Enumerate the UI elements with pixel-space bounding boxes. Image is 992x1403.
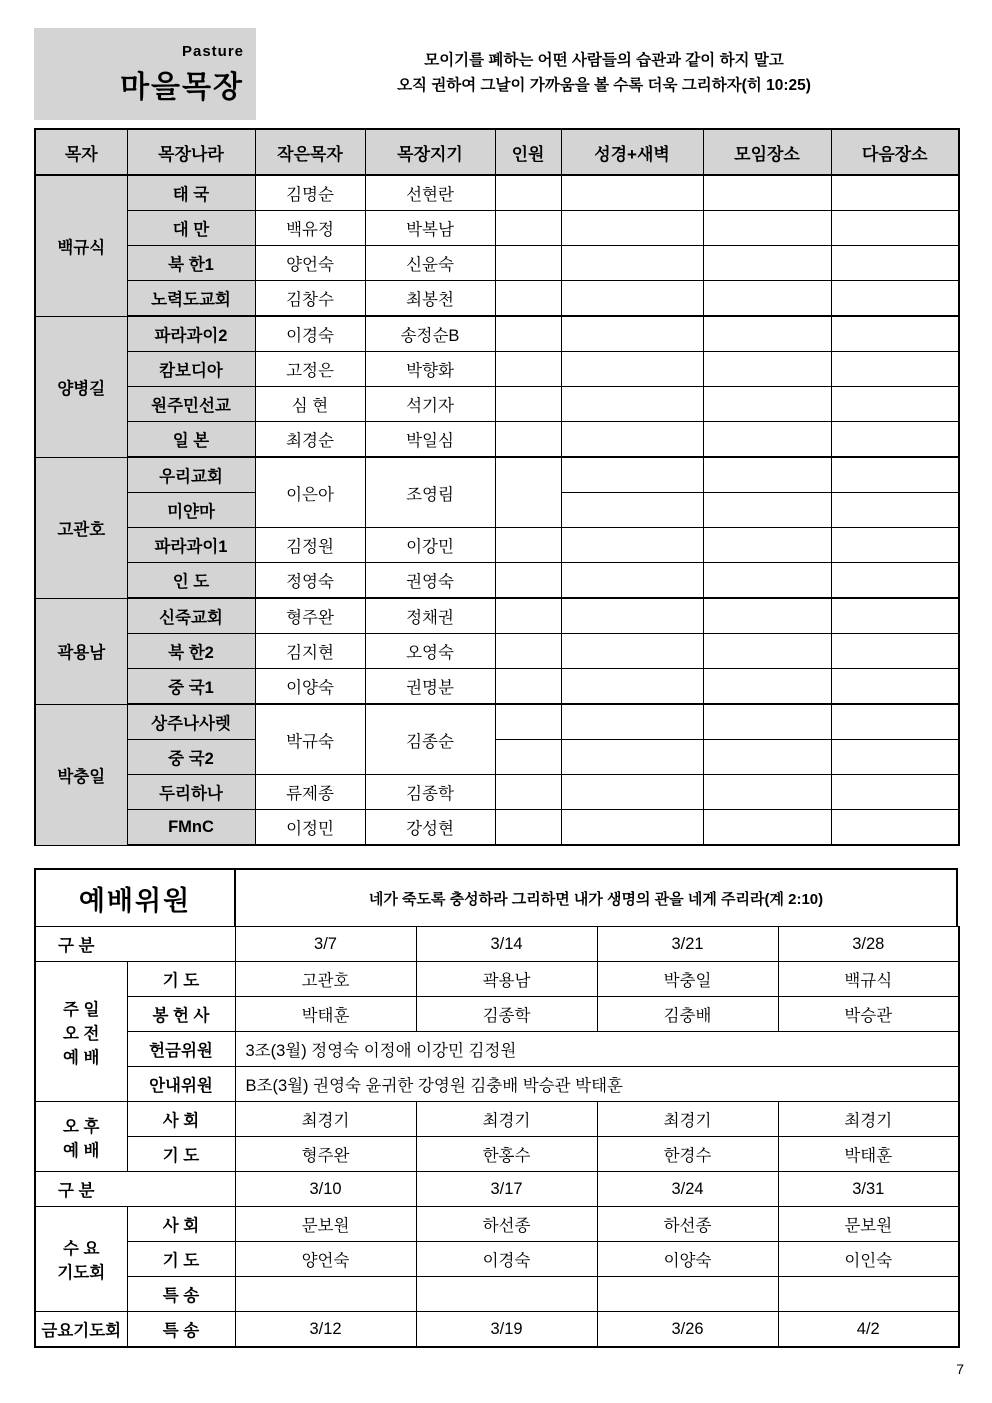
small-leader-cell: 양언숙 bbox=[255, 246, 365, 281]
person-cell: 하선종 bbox=[416, 1207, 597, 1242]
role-cell: 기 도 bbox=[127, 1137, 235, 1172]
bible-cell bbox=[561, 493, 703, 528]
person-cell: 이인숙 bbox=[778, 1242, 959, 1277]
small-leader-cell: 이은아 bbox=[255, 457, 365, 528]
guide-committee-value: B조(3월) 권영숙 윤귀한 강영원 김충배 박승관 박태훈 bbox=[235, 1067, 959, 1102]
date-cell: 3/10 bbox=[235, 1172, 416, 1207]
person-cell: 형주완 bbox=[235, 1137, 416, 1172]
column-header-small-leader: 작은목자 bbox=[255, 129, 365, 175]
nation-cell: 북 한1 bbox=[127, 246, 255, 281]
worship-header bbox=[34, 868, 958, 926]
next-place-cell bbox=[831, 775, 959, 810]
person-cell: 곽용남 bbox=[416, 962, 597, 997]
next-place-cell bbox=[831, 704, 959, 740]
nation-cell: 중 국2 bbox=[127, 740, 255, 775]
person-cell: 박충일 bbox=[597, 962, 778, 997]
nation-cell: 북 한2 bbox=[127, 634, 255, 669]
place-cell bbox=[703, 493, 831, 528]
table-row bbox=[35, 1102, 959, 1137]
table-row bbox=[35, 1242, 959, 1277]
table-row bbox=[35, 927, 959, 962]
leader-cell: 고관호 bbox=[35, 457, 127, 598]
table-row bbox=[35, 211, 959, 246]
keeper-cell: 오영숙 bbox=[365, 634, 495, 669]
next-place-cell bbox=[831, 246, 959, 281]
section-label-text: 구 분 bbox=[58, 1182, 95, 1200]
small-leader-cell: 이양숙 bbox=[255, 669, 365, 705]
header-verse-line-2: 오직 권하여 그날이 가까움을 볼 수록 더욱 그리하자(히 10:25) bbox=[397, 77, 811, 94]
count-cell bbox=[495, 810, 561, 846]
nation-cell: 노력도교회 bbox=[127, 281, 255, 317]
worship-table bbox=[34, 926, 960, 1348]
afternoon-label-line-2: 예 배 bbox=[63, 1141, 100, 1160]
small-leader-cell: 심 현 bbox=[255, 387, 365, 422]
bible-cell bbox=[561, 316, 703, 352]
table-row bbox=[35, 281, 959, 317]
table-row bbox=[35, 810, 959, 846]
nation-cell: 상주나사렛 bbox=[127, 704, 255, 740]
table-row bbox=[35, 528, 959, 563]
person-cell bbox=[416, 1277, 597, 1312]
nation-cell: 중 국1 bbox=[127, 669, 255, 705]
person-cell: 한경수 bbox=[597, 1137, 778, 1172]
keeper-cell: 선현란 bbox=[365, 175, 495, 211]
table-row bbox=[35, 175, 959, 211]
table-row bbox=[35, 387, 959, 422]
nation-cell: 대 만 bbox=[127, 211, 255, 246]
bible-cell bbox=[561, 598, 703, 634]
person-cell bbox=[778, 1277, 959, 1312]
section-label-2 bbox=[35, 1172, 235, 1207]
place-cell bbox=[703, 528, 831, 563]
date-cell: 4/2 bbox=[778, 1312, 959, 1348]
place-cell bbox=[703, 422, 831, 458]
bible-cell bbox=[561, 246, 703, 281]
place-cell bbox=[703, 563, 831, 599]
count-cell bbox=[495, 211, 561, 246]
role-cell: 사 회 bbox=[127, 1207, 235, 1242]
nation-cell: 두리하나 bbox=[127, 775, 255, 810]
table-row bbox=[35, 598, 959, 634]
date-cell: 3/7 bbox=[235, 927, 416, 962]
afternoon-label bbox=[35, 1102, 127, 1172]
table-row bbox=[35, 457, 959, 493]
header-verse bbox=[256, 28, 958, 120]
table-row bbox=[35, 1032, 959, 1067]
person-cell: 박태훈 bbox=[778, 1137, 959, 1172]
count-cell bbox=[495, 563, 561, 599]
keeper-cell: 김종순 bbox=[365, 704, 495, 775]
person-cell: 문보원 bbox=[235, 1207, 416, 1242]
role-cell: 헌금위원 bbox=[127, 1032, 235, 1067]
table-row bbox=[35, 1067, 959, 1102]
keeper-cell: 정채권 bbox=[365, 598, 495, 634]
next-place-cell bbox=[831, 175, 959, 211]
place-cell bbox=[703, 352, 831, 387]
person-cell bbox=[597, 1277, 778, 1312]
keeper-cell: 신윤숙 bbox=[365, 246, 495, 281]
next-place-cell bbox=[831, 528, 959, 563]
date-cell: 3/14 bbox=[416, 927, 597, 962]
bible-cell bbox=[561, 352, 703, 387]
next-place-cell bbox=[831, 634, 959, 669]
place-cell bbox=[703, 775, 831, 810]
role-cell: 사 회 bbox=[127, 1102, 235, 1137]
column-header-nation: 목장나라 bbox=[127, 129, 255, 175]
next-place-cell bbox=[831, 387, 959, 422]
table-row bbox=[35, 1277, 959, 1312]
place-cell bbox=[703, 387, 831, 422]
next-place-cell bbox=[831, 563, 959, 599]
bible-cell bbox=[561, 669, 703, 705]
small-leader-cell: 류제종 bbox=[255, 775, 365, 810]
place-cell bbox=[703, 704, 831, 740]
next-place-cell bbox=[831, 422, 959, 458]
count-cell bbox=[495, 422, 561, 458]
column-header-keeper: 목장지기 bbox=[365, 129, 495, 175]
date-cell: 3/24 bbox=[597, 1172, 778, 1207]
place-cell bbox=[703, 211, 831, 246]
small-leader-cell: 김정원 bbox=[255, 528, 365, 563]
date-cell: 3/19 bbox=[416, 1312, 597, 1348]
leader-cell: 백규식 bbox=[35, 175, 127, 316]
bible-cell bbox=[561, 740, 703, 775]
header-subtitle: Pasture bbox=[181, 42, 244, 60]
person-cell: 이양숙 bbox=[597, 1242, 778, 1277]
page-number: 7 bbox=[956, 1361, 964, 1377]
sunday-morning-label-line-1: 주 일 bbox=[63, 1000, 100, 1019]
small-leader-cell: 형주완 bbox=[255, 598, 365, 634]
person-cell: 김종학 bbox=[416, 997, 597, 1032]
bible-cell bbox=[561, 704, 703, 740]
count-cell bbox=[495, 598, 561, 634]
place-cell bbox=[703, 175, 831, 211]
person-cell: 문보원 bbox=[778, 1207, 959, 1242]
worship-verse: 네가 죽도록 충성하라 그리하면 내가 생명의 관을 네게 주리라(계 2:10) bbox=[368, 890, 824, 908]
small-leader-cell: 김창수 bbox=[255, 281, 365, 317]
small-leader-cell: 최경순 bbox=[255, 422, 365, 458]
table-row bbox=[35, 775, 959, 810]
wednesday-label bbox=[35, 1207, 127, 1312]
person-cell: 하선종 bbox=[597, 1207, 778, 1242]
bible-cell bbox=[561, 810, 703, 846]
header-verse-line-1: 모이기를 폐하는 어떤 사람들의 습관과 같이 하지 말고 bbox=[424, 52, 784, 70]
next-place-cell bbox=[831, 457, 959, 493]
small-leader-cell: 백유정 bbox=[255, 211, 365, 246]
place-cell bbox=[703, 634, 831, 669]
place-cell bbox=[703, 281, 831, 317]
count-cell bbox=[495, 669, 561, 705]
table-row bbox=[35, 563, 959, 599]
keeper-cell: 박일심 bbox=[365, 422, 495, 458]
role-cell: 기 도 bbox=[127, 962, 235, 997]
next-place-cell bbox=[831, 669, 959, 705]
role-cell: 특 송 bbox=[127, 1312, 235, 1348]
role-cell: 안내위원 bbox=[127, 1067, 235, 1102]
nation-cell: 캄보디아 bbox=[127, 352, 255, 387]
next-place-cell bbox=[831, 493, 959, 528]
nation-cell: 인 도 bbox=[127, 563, 255, 599]
afternoon-label-line-1: 오 후 bbox=[63, 1117, 100, 1136]
nation-cell: 일 본 bbox=[127, 422, 255, 458]
date-cell: 3/17 bbox=[416, 1172, 597, 1207]
keeper-cell: 석기자 bbox=[365, 387, 495, 422]
nation-cell: 태 국 bbox=[127, 175, 255, 211]
place-cell bbox=[703, 316, 831, 352]
offering-committee-value: 3조(3월) 정영숙 이정애 이강민 김정원 bbox=[235, 1032, 959, 1067]
table-row bbox=[35, 316, 959, 352]
next-place-cell bbox=[831, 316, 959, 352]
bible-cell bbox=[561, 211, 703, 246]
header-title: 마을목장 bbox=[120, 70, 244, 104]
pasture-table-header-row bbox=[35, 129, 959, 175]
keeper-cell: 최봉천 bbox=[365, 281, 495, 317]
date-cell: 3/21 bbox=[597, 927, 778, 962]
pasture-table bbox=[34, 128, 960, 846]
keeper-cell: 박향화 bbox=[365, 352, 495, 387]
person-cell: 박승관 bbox=[778, 997, 959, 1032]
table-row bbox=[35, 634, 959, 669]
small-leader-cell: 이경숙 bbox=[255, 316, 365, 352]
column-header-leader: 목자 bbox=[35, 129, 127, 175]
table-row bbox=[35, 669, 959, 705]
nation-cell: 파라과이2 bbox=[127, 316, 255, 352]
sunday-morning-label bbox=[35, 962, 127, 1102]
person-cell: 양언숙 bbox=[235, 1242, 416, 1277]
person-cell: 최경기 bbox=[416, 1102, 597, 1137]
small-leader-cell: 이정민 bbox=[255, 810, 365, 846]
bible-cell bbox=[561, 457, 703, 493]
person-cell: 고관호 bbox=[235, 962, 416, 997]
keeper-cell: 이강민 bbox=[365, 528, 495, 563]
nation-cell: FMnC bbox=[127, 810, 255, 846]
column-header-bible: 성경+새벽 bbox=[561, 129, 703, 175]
next-place-cell bbox=[831, 598, 959, 634]
date-cell: 3/26 bbox=[597, 1312, 778, 1348]
section-label-text: 구 분 bbox=[58, 937, 95, 955]
count-cell bbox=[495, 387, 561, 422]
table-row bbox=[35, 246, 959, 281]
place-cell bbox=[703, 810, 831, 846]
bible-cell bbox=[561, 775, 703, 810]
count-cell bbox=[495, 457, 561, 528]
wednesday-label-line-2: 기도회 bbox=[57, 1264, 106, 1282]
person-cell: 한홍수 bbox=[416, 1137, 597, 1172]
leader-cell: 곽용남 bbox=[35, 598, 127, 704]
table-row bbox=[35, 1312, 959, 1348]
table-row bbox=[35, 1207, 959, 1242]
table-row bbox=[35, 422, 959, 458]
place-cell bbox=[703, 246, 831, 281]
next-place-cell bbox=[831, 352, 959, 387]
nation-cell: 우리교회 bbox=[127, 457, 255, 493]
column-header-count: 인원 bbox=[495, 129, 561, 175]
count-cell bbox=[495, 281, 561, 317]
keeper-cell: 권영숙 bbox=[365, 563, 495, 599]
person-cell: 이경숙 bbox=[416, 1242, 597, 1277]
table-row bbox=[35, 1137, 959, 1172]
bible-cell bbox=[561, 528, 703, 563]
nation-cell: 파라과이1 bbox=[127, 528, 255, 563]
person-cell: 박태훈 bbox=[235, 997, 416, 1032]
bible-cell bbox=[561, 563, 703, 599]
worship-title: 예배위원 bbox=[36, 870, 236, 926]
role-cell: 기 도 bbox=[127, 1242, 235, 1277]
header-title-box bbox=[34, 28, 256, 120]
table-row bbox=[35, 962, 959, 997]
count-cell bbox=[495, 634, 561, 669]
leader-cell: 양병길 bbox=[35, 316, 127, 457]
keeper-cell: 김종학 bbox=[365, 775, 495, 810]
next-place-cell bbox=[831, 740, 959, 775]
nation-cell: 원주민선교 bbox=[127, 387, 255, 422]
date-cell: 3/12 bbox=[235, 1312, 416, 1348]
bible-cell bbox=[561, 422, 703, 458]
table-row bbox=[35, 1172, 959, 1207]
worship-committee-section bbox=[34, 868, 958, 1348]
count-cell bbox=[495, 704, 561, 740]
sunday-morning-label-line-2: 오 전 bbox=[63, 1024, 100, 1043]
small-leader-cell: 고정은 bbox=[255, 352, 365, 387]
count-cell bbox=[495, 740, 561, 775]
next-place-cell bbox=[831, 211, 959, 246]
small-leader-cell: 정영숙 bbox=[255, 563, 365, 599]
date-cell: 3/28 bbox=[778, 927, 959, 962]
wednesday-label-line-1: 수 요 bbox=[63, 1240, 100, 1258]
leader-cell: 박충일 bbox=[35, 704, 127, 845]
nation-cell: 신죽교회 bbox=[127, 598, 255, 634]
count-cell bbox=[495, 246, 561, 281]
small-leader-cell: 박규숙 bbox=[255, 704, 365, 775]
person-cell: 백규식 bbox=[778, 962, 959, 997]
place-cell bbox=[703, 740, 831, 775]
next-place-cell bbox=[831, 281, 959, 317]
keeper-cell: 강성현 bbox=[365, 810, 495, 846]
keeper-cell: 권명분 bbox=[365, 669, 495, 705]
person-cell: 최경기 bbox=[235, 1102, 416, 1137]
count-cell bbox=[495, 175, 561, 211]
next-place-cell bbox=[831, 810, 959, 846]
page-header bbox=[34, 28, 958, 120]
table-row bbox=[35, 352, 959, 387]
bible-cell bbox=[561, 634, 703, 669]
sunday-morning-label-line-3: 예 배 bbox=[63, 1048, 100, 1067]
bible-cell bbox=[561, 175, 703, 211]
nation-cell: 미얀마 bbox=[127, 493, 255, 528]
keeper-cell: 송정순B bbox=[365, 316, 495, 352]
count-cell bbox=[495, 775, 561, 810]
place-cell bbox=[703, 457, 831, 493]
role-cell: 특 송 bbox=[127, 1277, 235, 1312]
place-cell bbox=[703, 598, 831, 634]
section-label-1 bbox=[35, 927, 235, 962]
table-row bbox=[35, 740, 959, 775]
person-cell: 최경기 bbox=[597, 1102, 778, 1137]
small-leader-cell: 김지현 bbox=[255, 634, 365, 669]
small-leader-cell: 김명순 bbox=[255, 175, 365, 211]
column-header-next-place: 다음장소 bbox=[831, 129, 959, 175]
role-cell: 봉 헌 사 bbox=[127, 997, 235, 1032]
count-cell bbox=[495, 316, 561, 352]
person-cell: 최경기 bbox=[778, 1102, 959, 1137]
table-row bbox=[35, 997, 959, 1032]
date-cell: 3/31 bbox=[778, 1172, 959, 1207]
keeper-cell: 박복남 bbox=[365, 211, 495, 246]
place-cell bbox=[703, 669, 831, 705]
bible-cell bbox=[561, 387, 703, 422]
column-header-place: 모임장소 bbox=[703, 129, 831, 175]
keeper-cell: 조영림 bbox=[365, 457, 495, 528]
person-cell: 김충배 bbox=[597, 997, 778, 1032]
table-row bbox=[35, 704, 959, 740]
count-cell bbox=[495, 528, 561, 563]
bible-cell bbox=[561, 281, 703, 317]
person-cell bbox=[235, 1277, 416, 1312]
friday-label: 금요기도회 bbox=[35, 1312, 127, 1348]
count-cell bbox=[495, 352, 561, 387]
